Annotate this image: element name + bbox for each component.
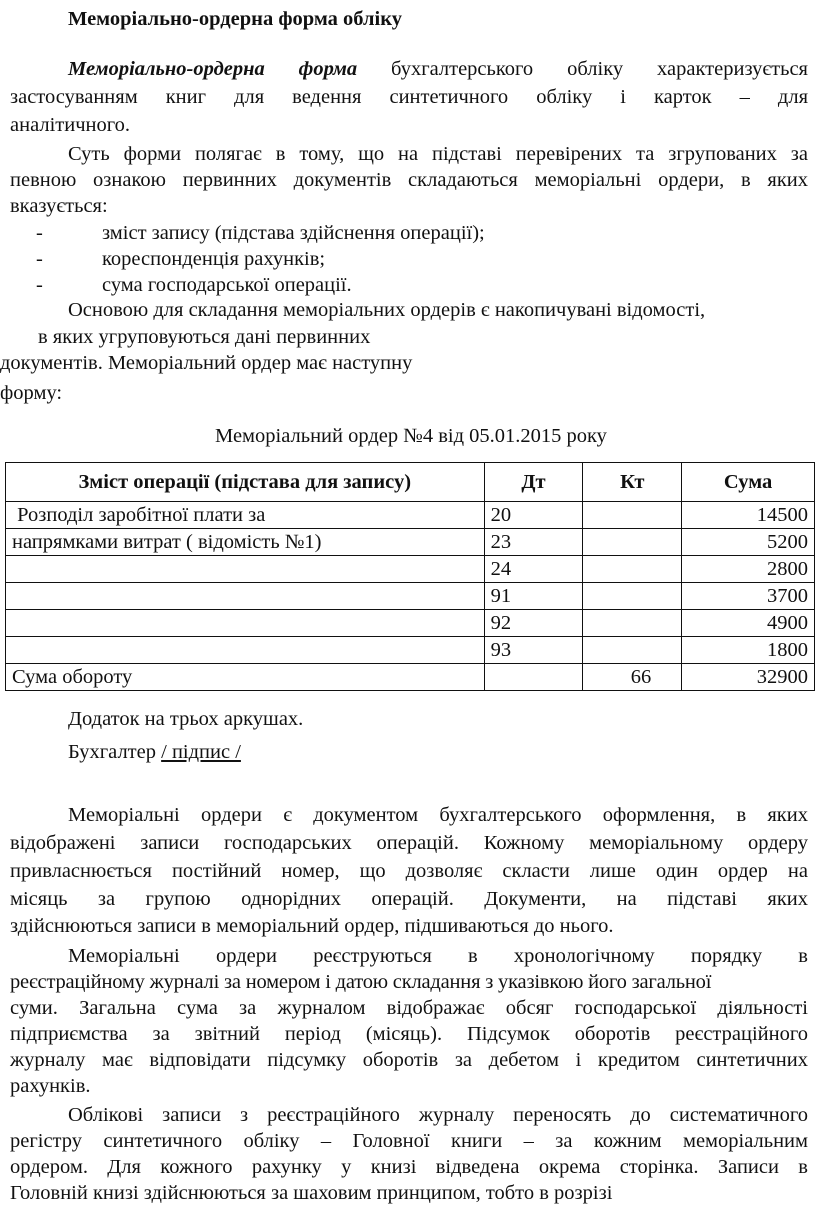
cell-credit bbox=[583, 637, 682, 664]
table-total-row bbox=[6, 664, 815, 691]
journal-line-4: підприємства за звітний період (місяць). Підсумок оборотів реєстраційного bbox=[10, 1023, 808, 1045]
accountant-signature: / підпис / bbox=[161, 741, 241, 763]
journal-line-3: суми. Загальна сума за журналом відображає обсяг господарської діяльності bbox=[10, 997, 808, 1019]
cell-debit: 93 bbox=[484, 637, 583, 664]
list-text: кореспонденція рахунків; bbox=[102, 248, 326, 270]
accountant-label: Бухгалтер bbox=[68, 741, 156, 763]
header-sum: Сума bbox=[682, 463, 815, 502]
ledger-line-4: Головній книзі здійснюються за шаховим принципом, тобто в розрізі bbox=[10, 1182, 613, 1204]
total-sum: 32900 bbox=[682, 664, 815, 691]
list-dash: - bbox=[36, 222, 43, 244]
list-dash: - bbox=[36, 248, 43, 270]
cell-content bbox=[6, 637, 485, 664]
intro-line-1 bbox=[68, 56, 808, 82]
table-row bbox=[6, 610, 815, 637]
basis-line-4: форму: bbox=[0, 382, 63, 404]
docs-line-3: привласнюється постійний номер, що дозволяє скласти лише один ордер на bbox=[10, 860, 808, 882]
cell-sum: 2800 bbox=[682, 556, 815, 583]
cell-debit: 92 bbox=[484, 610, 583, 637]
header-content: Зміст операції (підстава для запису) bbox=[6, 463, 485, 502]
total-credit: 66 bbox=[583, 664, 682, 691]
basis-line-3: документів. Меморіальний ордер має наступну bbox=[0, 352, 413, 374]
docs-line-4: місяць за групою однорідних операцій. Документи, на підставі яких bbox=[10, 888, 808, 910]
essence-line-1: Суть форми полягає в тому, що на підставі перевірених та згрупованих за bbox=[68, 143, 808, 165]
docs-line-1: Меморіальні ордери є документом бухгалтерського оформлення, в яких bbox=[68, 804, 808, 826]
table-row bbox=[6, 502, 815, 529]
cell-content: Розподіл заробітної плати за bbox=[6, 502, 485, 529]
docs-line-5: здійснюються записи в меморіальний ордер, підшиваються до нього. bbox=[10, 915, 614, 937]
cell-sum: 14500 bbox=[682, 502, 815, 529]
memorial-order-table bbox=[5, 462, 815, 691]
list-text: зміст запису (підстава здійснення операції); bbox=[102, 222, 485, 244]
cell-sum: 3700 bbox=[682, 583, 815, 610]
journal-line-5: журналу має відповідати підсумку оборотів за дебетом і кредитом синтетичних bbox=[10, 1049, 808, 1071]
cell-sum: 1800 bbox=[682, 637, 815, 664]
cell-credit bbox=[583, 556, 682, 583]
cell-debit: 23 bbox=[484, 529, 583, 556]
table-row bbox=[6, 529, 815, 556]
essence-line-2: певною ознакою первинних документів складаються меморіальні ордери, в яких bbox=[10, 169, 808, 191]
basis-line-2: в яких угруповуються дані первинних bbox=[38, 326, 371, 348]
table-row bbox=[6, 556, 815, 583]
cell-content bbox=[6, 556, 485, 583]
total-debit bbox=[484, 664, 583, 691]
docs-line-2: відображені записи господарських операцій. Кожному меморіальному ордеру bbox=[10, 832, 808, 854]
page-title: Меморіально-ордерна форма обліку bbox=[68, 8, 402, 30]
intro-line-1-rest: бухгалтерського обліку характеризується bbox=[391, 58, 808, 80]
attachment-note: Додаток на трьох аркушах. bbox=[68, 708, 304, 730]
cell-credit bbox=[583, 610, 682, 637]
list-text: сума господарської операції. bbox=[102, 274, 352, 296]
cell-content: напрямками витрат ( відомість №1) bbox=[6, 529, 485, 556]
cell-debit: 91 bbox=[484, 583, 583, 610]
table-row bbox=[6, 583, 815, 610]
cell-sum: 4900 bbox=[682, 610, 815, 637]
ledger-line-1: Облікові записи з реєстраційного журналу переносять до систематичного bbox=[68, 1104, 808, 1126]
basis-line-1: Основою для складання меморіальних ордерів є накопичувані відомості, bbox=[68, 299, 706, 321]
intro-line-2: застосуванням книг для ведення синтетичного обліку і карток – для bbox=[10, 86, 808, 108]
cell-debit: 20 bbox=[484, 502, 583, 529]
list-dash: - bbox=[36, 274, 43, 296]
cell-debit: 24 bbox=[484, 556, 583, 583]
intro-line-3: аналітичного. bbox=[10, 114, 131, 136]
essence-line-3: вказується: bbox=[10, 195, 108, 217]
ledger-line-3: ордером. Для кожного рахунку у книзі відведена окрема сторінка. Записи в bbox=[10, 1156, 808, 1178]
ledger-line-2: регістру синтетичного обліку – Головної книги – за кожним меморіальним bbox=[10, 1130, 808, 1152]
header-credit: Кт bbox=[583, 463, 682, 502]
journal-line-1: Меморіальні ордери реєструються в хронологічному порядку в bbox=[68, 945, 808, 967]
total-label: Сума обороту bbox=[6, 664, 485, 691]
cell-credit bbox=[583, 502, 682, 529]
cell-content bbox=[6, 610, 485, 637]
order-caption: Меморіальний ордер №4 від 05.01.2015 року bbox=[215, 425, 607, 447]
cell-credit bbox=[583, 583, 682, 610]
cell-credit bbox=[583, 529, 682, 556]
cell-sum: 5200 bbox=[682, 529, 815, 556]
journal-line-6: рахунків. bbox=[10, 1075, 91, 1097]
header-debit: Дт bbox=[484, 463, 583, 502]
intro-term: Меморіально-ордерна форма bbox=[68, 58, 358, 80]
table-row bbox=[6, 637, 815, 664]
cell-content bbox=[6, 583, 485, 610]
journal-line-2: реєстраційному журналі за номером і датою складання з указівкою його загальної bbox=[10, 971, 712, 993]
table-header-row bbox=[6, 463, 815, 502]
accountant-line bbox=[68, 739, 241, 765]
